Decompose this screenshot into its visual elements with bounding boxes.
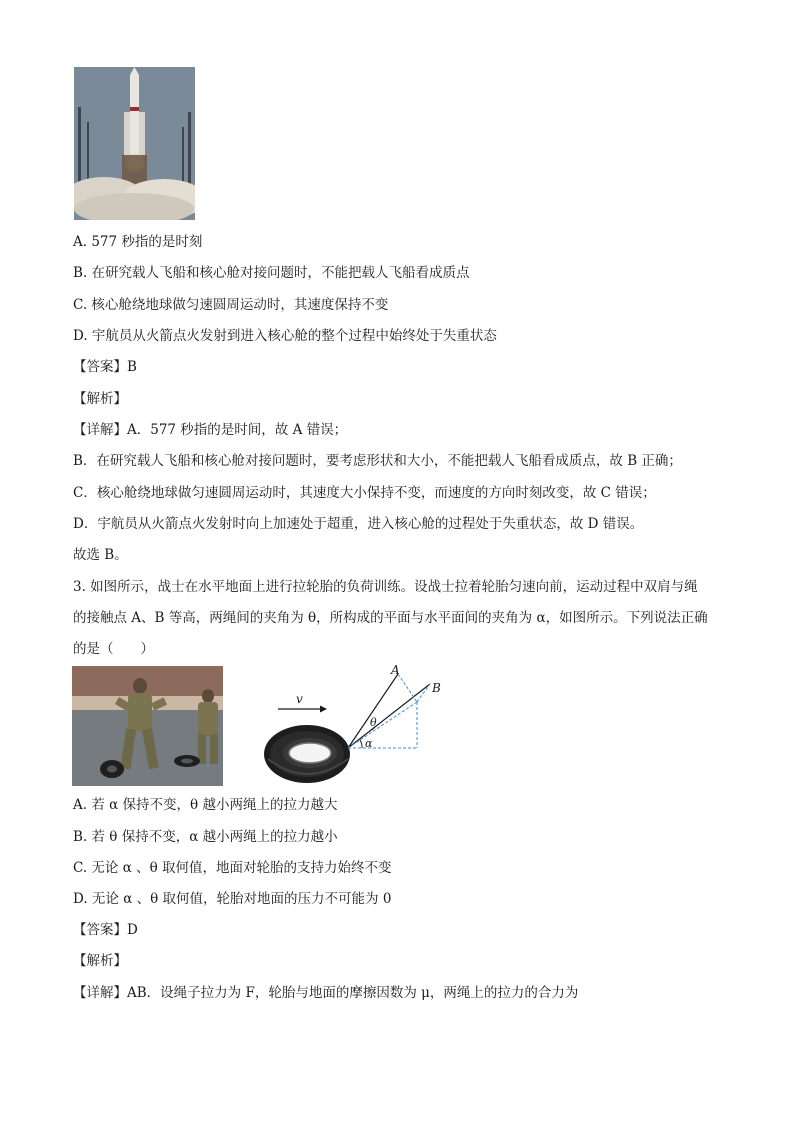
explain-q2-line-2: B．在研究载人飞船和核心舱对接问题时，要考虑形状和大小，不能把载人飞船看成质点，故 B 正确；: [73, 453, 682, 469]
soldier-training-photo: [72, 666, 223, 786]
analysis-label-q3: 【解析】: [73, 953, 127, 969]
option-b-q3: B. 若 θ 保持不变，α 越小两绳上的拉力越小: [73, 829, 338, 845]
rope-a: [348, 674, 398, 748]
answer-q2: 【答案】B: [73, 359, 137, 375]
question-3-line-2: 的接触点 A、B 等高，两绳间的夹角为 θ，所构成的平面与水平面间的夹角为 α，如图所示。下列说法正确: [73, 610, 708, 626]
explain-q2-line-1: 【详解】A．577 秒指的是时间，故 A 错误；: [73, 422, 348, 438]
explain-q3-line-1: 【详解】AB．设绳子拉力为 F，轮胎与地面的摩擦因数为 μ，两绳上的拉力的合力为: [73, 985, 579, 1001]
option-a-q2: A. 577 秒指的是时刻: [73, 234, 203, 250]
option-b-q2: B. 在研究载人飞船和核心舱对接问题时，不能把载人飞船看成质点: [73, 265, 470, 281]
point-b-label: B: [432, 681, 441, 695]
analysis-label-q2: 【解析】: [73, 391, 127, 407]
question-3-line-1: 3. 如图所示，战士在水平地面上进行拉轮胎的负荷训练。设战士拉着轮胎匀速向前，运动过程中双肩与绳: [73, 579, 698, 595]
rocket-launch-photo: [74, 67, 195, 220]
explain-q2-conclusion: 故选 B。: [73, 547, 128, 563]
explain-q2-line-4: D．宇航员从火箭点火发射时向上加速处于超重，进入核心舱的过程处于失重状态，故 D 错误。: [73, 516, 644, 532]
option-c-q3: C. 无论 α 、θ 取何值，地面对轮胎的支持力始终不变: [73, 860, 392, 876]
rope-b: [348, 684, 430, 748]
tire-force-diagram: [262, 664, 452, 790]
explain-q2-line-3: C．核心舱绕地球做匀速圆周运动时，其速度大小保持不变，而速度的方向时刻改变，故 C 错误；: [73, 485, 656, 501]
option-a-q3: A. 若 α 保持不变，θ 越小两绳上的拉力越大: [73, 797, 338, 813]
alpha-label: α: [365, 737, 373, 750]
option-d-q2: D. 宇航员从火箭点火发射到进入核心舱的整个过程中始终处于失重状态: [73, 328, 497, 344]
option-d-q3: D. 无论 α 、θ 取何值，轮胎对地面的压力不可能为 0: [73, 891, 392, 907]
answer-q3: 【答案】D: [73, 922, 138, 938]
theta-label: θ: [370, 716, 377, 729]
question-3-line-3: 的是（ ）: [73, 641, 154, 657]
velocity-label: v: [296, 692, 303, 706]
point-a-label: A: [391, 664, 400, 677]
option-c-q2: C. 核心舱绕地球做匀速圆周运动时，其速度保持不变: [73, 297, 389, 313]
